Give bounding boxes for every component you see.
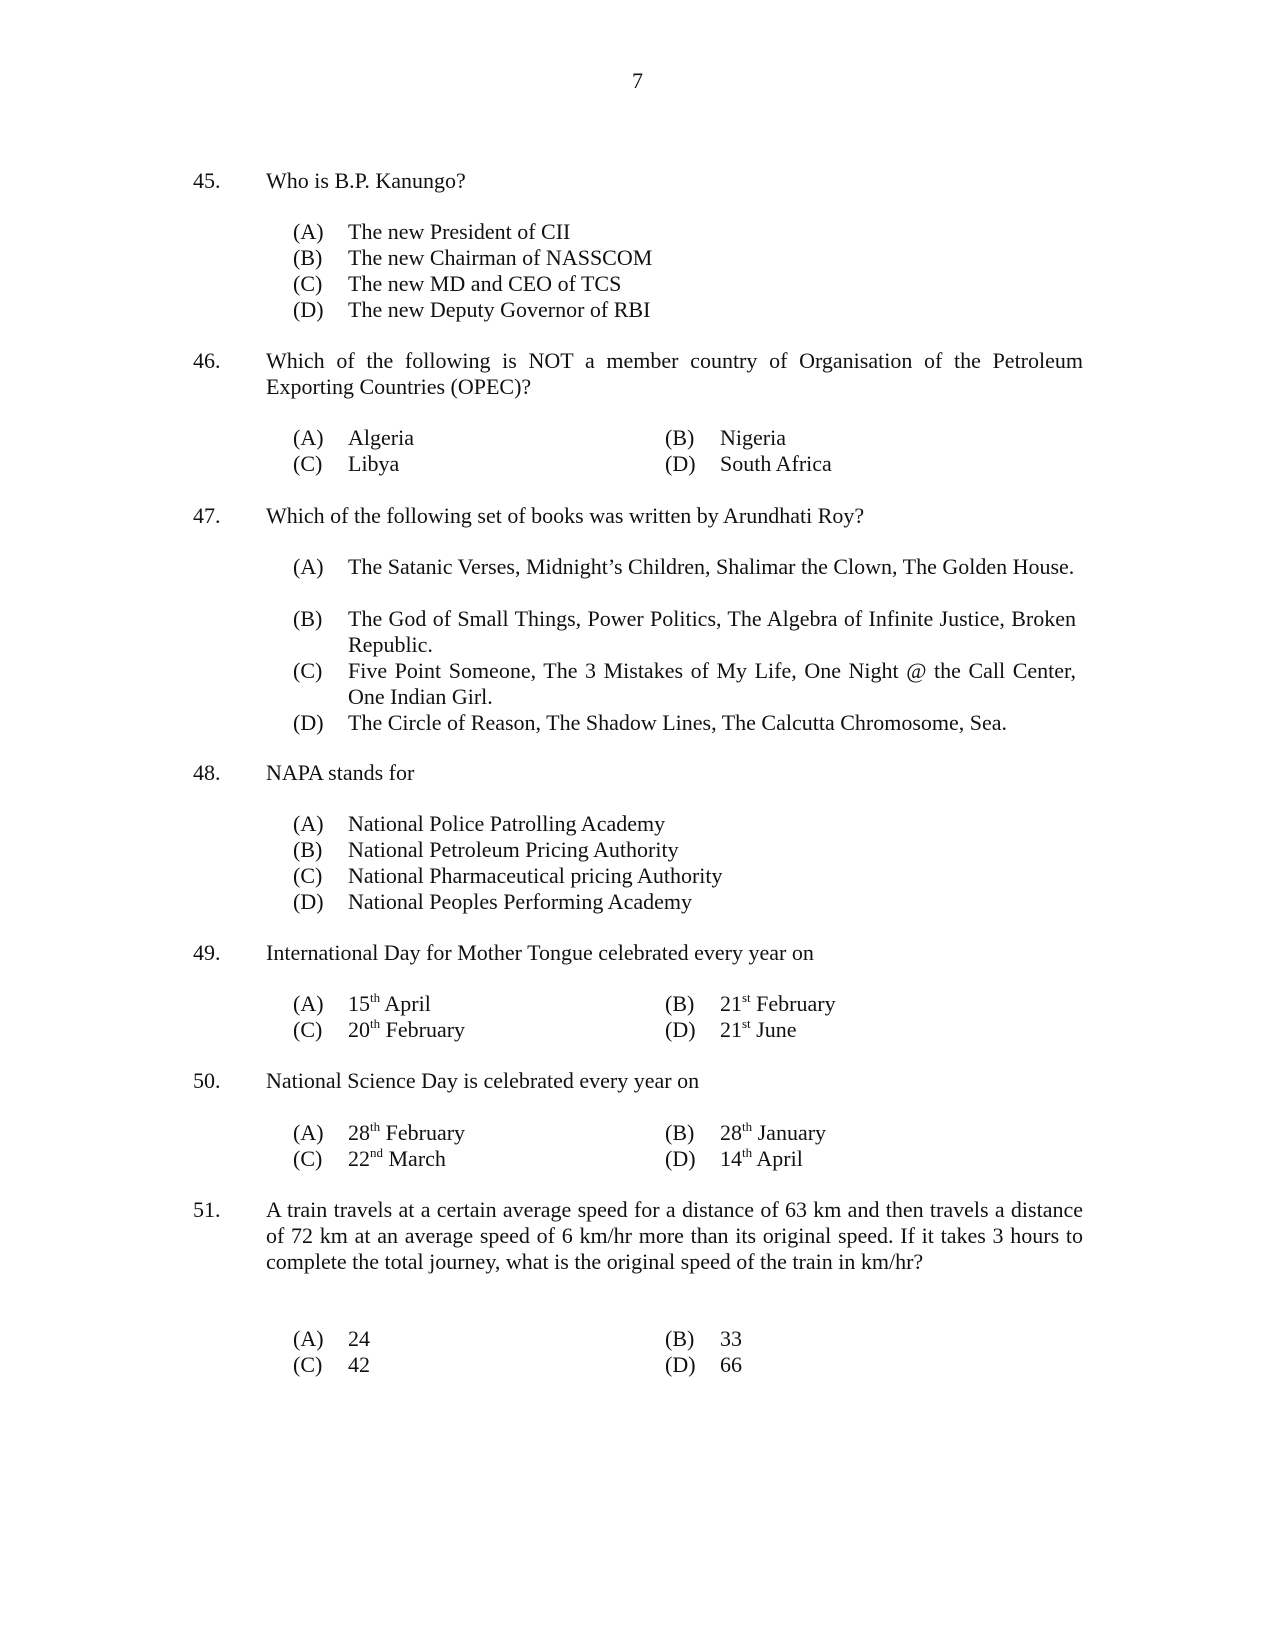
ordinal-suffix: nd	[370, 1145, 383, 1160]
option-label: (B)	[293, 606, 323, 631]
date-month: February	[380, 1017, 466, 1042]
option-text: The new MD and CEO of TCS	[348, 271, 622, 296]
option-text: Nigeria	[720, 425, 786, 450]
option-label: (A)	[293, 811, 324, 836]
option-text: The Circle of Reason, The Shadow Lines, The Calcutta Chromosome, Sea.	[348, 710, 1008, 735]
question-number: 45.	[193, 168, 221, 193]
question-number: 48.	[193, 760, 221, 785]
option-text: 66	[720, 1352, 742, 1377]
option-label: (C)	[293, 1146, 323, 1171]
date-month: January	[752, 1120, 827, 1145]
date-day: 21	[720, 1017, 742, 1042]
option-label: (D)	[665, 1146, 696, 1171]
option-label: (D)	[665, 1017, 696, 1042]
question-text: National Science Day is celebrated every year on	[266, 1068, 700, 1093]
option-label: (B)	[665, 1326, 695, 1351]
option-text: The new Deputy Governor of RBI	[348, 297, 651, 322]
question-text: NAPA stands for	[266, 760, 415, 785]
question-number: 50.	[193, 1068, 221, 1093]
option-text: National Peoples Performing Academy	[348, 889, 692, 914]
option-label: (C)	[293, 658, 323, 683]
option-label: (A)	[293, 425, 324, 450]
question-text: Which of the following set of books was written by Arundhati Roy?	[266, 503, 865, 528]
ordinal-suffix: th	[370, 1016, 381, 1031]
option-label: (C)	[293, 1352, 323, 1377]
option-label: (C)	[293, 271, 323, 296]
ordinal-suffix: th	[370, 990, 381, 1005]
option-text: National Petroleum Pricing Authority	[348, 837, 679, 862]
option-label: (B)	[293, 245, 323, 270]
option-label: (B)	[293, 837, 323, 862]
option-text: The Satanic Verses, Midnight’s Children, Shalimar the Clown, The Golden House.	[348, 554, 1075, 579]
option-text: National Police Patrolling Academy	[348, 811, 666, 836]
option-text: The new President of CII	[348, 219, 571, 244]
date-day: 20	[348, 1017, 370, 1042]
question-text: Who is B.P. Kanungo?	[266, 168, 466, 193]
date-month: April	[380, 991, 431, 1016]
question-number: 46.	[193, 348, 221, 373]
option-label: (A)	[293, 1120, 324, 1145]
ordinal-suffix: st	[742, 990, 751, 1005]
date-day: 28	[720, 1120, 742, 1145]
option-text: Five Point Someone, The 3 Mistakes of My Life, One Night @ the Call Center, One Indian Girl.	[348, 658, 1076, 709]
date-day: 22	[348, 1146, 370, 1171]
option-label: (D)	[665, 451, 696, 476]
option-text	[720, 1017, 1080, 1043]
option-label: (A)	[293, 991, 324, 1016]
date-month: April	[752, 1146, 803, 1171]
option-label: (D)	[293, 297, 324, 322]
option-text: The God of Small Things, Power Politics, The Algebra of Infinite Justice, Broken Republic.	[348, 606, 1076, 657]
date-month: February	[380, 1120, 466, 1145]
date-day: 15	[348, 991, 370, 1016]
option-label: (D)	[665, 1352, 696, 1377]
option-label: (A)	[293, 1326, 324, 1351]
option-text: National Pharmaceutical pricing Authority	[348, 863, 723, 888]
ordinal-suffix: th	[742, 1145, 753, 1160]
question-number: 47.	[193, 503, 221, 528]
option-label: (D)	[293, 710, 324, 735]
date-day: 14	[720, 1146, 742, 1171]
question-text: Which of the following is NOT a member country of Organisation of the Petroleum Exporting Countries (OPEC)?	[266, 348, 1083, 399]
option-label: (C)	[293, 451, 323, 476]
ordinal-suffix: th	[370, 1119, 381, 1134]
question-number: 51.	[193, 1197, 221, 1222]
option-text: The new Chairman of NASSCOM	[348, 245, 653, 270]
option-text: 42	[348, 1352, 370, 1377]
date-month: March	[383, 1146, 446, 1171]
date-month: February	[750, 991, 836, 1016]
date-month: June	[750, 1017, 797, 1042]
option-label: (A)	[293, 554, 324, 579]
option-label: (C)	[293, 1017, 323, 1042]
option-label: (B)	[665, 991, 695, 1016]
date-day: 28	[348, 1120, 370, 1145]
option-text	[720, 1120, 1080, 1146]
ordinal-suffix: st	[742, 1016, 751, 1031]
option-label: (B)	[665, 425, 695, 450]
date-day: 21	[720, 991, 742, 1016]
option-text: 33	[720, 1326, 742, 1351]
option-text: Libya	[348, 451, 400, 476]
option-text: 24	[348, 1326, 370, 1351]
question-number: 49.	[193, 940, 221, 965]
page-number: 7	[632, 68, 643, 93]
option-text	[720, 1146, 1080, 1172]
option-label: (B)	[665, 1120, 695, 1145]
option-text	[720, 991, 1080, 1017]
option-text: South Africa	[720, 451, 832, 476]
option-label: (D)	[293, 889, 324, 914]
question-text: International Day for Mother Tongue celebrated every year on	[266, 940, 814, 965]
ordinal-suffix: th	[742, 1119, 753, 1134]
question-text: A train travels at a certain average speed for a distance of 63 km and then travels a distance of 72 km at an average speed of 6 km/hr more than its original speed. If it takes 3 hours to complete the total journey, what is the original speed of the train in km/hr?	[266, 1197, 1083, 1274]
option-label: (C)	[293, 863, 323, 888]
option-text: Algeria	[348, 425, 414, 450]
option-label: (A)	[293, 219, 324, 244]
